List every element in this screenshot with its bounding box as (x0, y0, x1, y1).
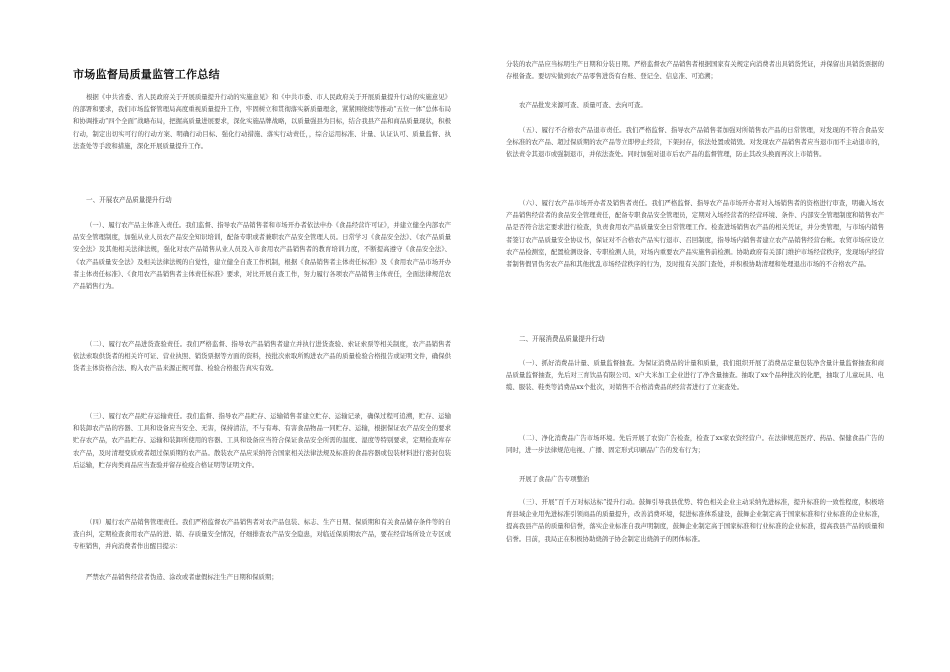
right-paragraph-4: （六）、履行农产品市场开办者及销售者责任。我们严格监督、指导农产品市场开办者对入场销售者的资格进行审查，明确入场农产品销售经营者的食品安全管理责任，配备专职食品安全管理员，定期对入场经营者的经营环境、条件、内部安全管理制度和销售农产品是否符合法定要求进行检查，负责食用农产品质量安全日常管理工作。检查进场销售农产品的相关凭证，并分类管理，与市场内销售者签订农产品质量安全协议书，保证对不合格农产品实行退市、召回制度，指导场内销售者建立农产品销售经营台帐。农贸市场应设立农产品检测室，配置检测设备、专职检测人员，对场内重要农产品实施售前检测。协助政府有关部门维护市场经营秩序，发现场内经营者制售假冒伪劣农产品和其他扰乱市场经营秩序的行为，及时报有关部门查处，并积极协助清理和处理退出市场的不合格农产品。 (506, 199, 884, 269)
right-paragraph-3: （五）、履行不合格农产品退市责任。我们严格监督、指导农产品销售者加强对所销售农产品的日常管理，对发现的不符合食品安全标准的农产品、超过保质期的农产品等立即停止经营，下架封存，依法处置或销毁。对发现农产品销售者应当退市而不主动退市的，依法责令其退市或强制退市，并依法查处。同时加强对退市后农产品的监督管理，防止其改头换面再次上市销售。 (506, 126, 884, 159)
document-title: 市场监督局质量监管工作总结 (73, 68, 220, 81)
right-paragraph-6: （二）、净化消费品广告市场环境。先后开展了农资广告检查，检查了xx家农资经营户。在法律规范医疗、药品、保健食品广告的同时，进一步法律规范电视、广播、固定形式印刷品广告的发布行为； (506, 434, 884, 455)
left-paragraph-4: （四）履行农产品销售管理责任。我们严格监督农产品销售者对农产品包装、标志、生产日期、保质期和有关食品储存条件等的自查自纠，定期检查食用农产品的进、销、存质量安全情况，仔细排查农产品安全隐患，对临近保质期农产品，要在经营场所设立专区或专柜销售，并向消费者作出醒目提示： (73, 518, 451, 551)
left-paragraph-1: （一）、履行农产品主体准入责任。我们监督、指导农产品销售者和市场开办者依法申办《食品经营许可证》，并建立健全内部农产品安全管理制度，加强从业人员农产品安全知识培训，配备专职或者兼职农产品安全管理人员。日常学习《食品安全法》、《农产品质量安全法》及其他相关法律法规，强化对农产品销售从业人员及入市食用农产品销售者的教育培训力度，不断提高遵守《食品安全法》、《农产品质量安全法》及相关法律法规的自觉性，建立健全自查工作机制，根据《食品销售者主体责任标准》及《食用农产品市场开办者主体责任标准》、《食用农产品销售者主体责任标准》要求，对比开展自查工作，努力履行各项农产品销售主体责任，全面法律规范农产品销售行为。 (73, 221, 451, 291)
section-heading-2: 二、开展消费品质量提升行动 (519, 335, 605, 343)
right-paragraph-1: 分装的农产品应当标明生产日期和分装日期。严格监督农产品销售者根据国家有关规定向消费者出具销货凭证，并保留出具销货票据的存根备查。要切实做到农产品零售进货有台账、登记全、信息准、可追溯； (506, 60, 884, 81)
right-paragraph-8: （三）、开展“百千万对标达标”提升行动。鼓舞引导我县优势、特色相关企业主动采纳先进标准，提升标准的一致性程度，积极培育县域企业用先进标准引领商品的质量提升，改善消费环境，促进标准体系建设，鼓舞企业制定高于国家标准和行业标准的企业标准，提高我县产品的质量和信誉，落实企业标准自我声明制度，鼓舞企业制定高于国家标准和行业标准的企业标准，提高我县产品的质量和信誉。目前，我局正在积极协助烧鸽子协会制定出烧鸽子的团体标准。 (506, 498, 884, 543)
left-paragraph-2: （二）、履行农产品进货查验责任。我们严格监督、指导农产品销售者建立并执行进货查验、索证索票等相关制度，农产品销售者依法索取供货者的相关许可证、营业执照、销货票据等方面的资料，按批次索取所购进农产品的质量检验合格报告或证明文件，确保供货者主体资格合法、购入农产品来源正规可靠、检验合格报告真实有效。 (73, 340, 451, 373)
right-paragraph-5: （一）、抓好消费品计量、质量监督抽查。为保证消费品的计量和质量，我们组织开展了消费品定量包装净含量计量监督抽查和商品质量监督抽查，先后对三育饮品有限公司、x户大米加工企业进行了净含量抽查。抽取了xx个品种批次的化肥，抽取了儿童玩具、电缆、服装、鞋类等消费品xx个批次，对销售不合格消费品的经营者进行了立案查处。 (506, 359, 884, 392)
right-paragraph-7: 开展了食品广告专项整治 (519, 475, 590, 483)
left-paragraph-5: 严禁农产品销售经营者伪造、涂改或者虚假标注生产日期和保质期； (86, 573, 278, 581)
intro-paragraph: 根据《中共省委、省人民政府关于开展质量提升行动的实施意见》和《中共市委、市人民政府关于开展质量提升行动的实施意见》的部署和要求，我们市场监督管理局高度重视质量提升工作，牢固树立和贯彻落实新质量理念，紧紧围绕续等推动“五位一体”总体布局和协调推动“四个全面”战略布局，把握高质量进展要求，深化实施品牌战略，以质量强县为目标，结合我县产品和商品质量现状，积极行动，制定出切实可行的行动方案、明确行动目标、强化行动措施、落实行动责任，，综合运用标准、计量、认证认可、质量监督、执法查处等手段和措施，深化开展质量提升工作。 (73, 93, 451, 150)
section-heading-1: 一、开展农产品质量提升行动 (86, 196, 172, 204)
left-paragraph-3: （三）、履行农产品贮存运输责任。我们监督、指导农产品贮存、运输销售者建立贮存、运输记录，确保过程可追溯，贮存、运输和装卸农产品的容器、工具和设备应当安全、无害，保持清洁，不与有毒、有害食品物品一同贮存、运输，根据保证农产品安全的要求贮存农产品，农产品贮存、运输和装卸所使用的容器、工具和设备应当符合保证食品安全所需的温度、湿度等特别要求，定期检查库存农产品，及时清理变质或者超过保质期的农产品。散装农产品应采纳符合国家相关法律法规及标准的食品容器或包装材料进行密封包装后运输，贮存肉类商品应当查验并留存检疫合格证明等证明文件。 (73, 412, 451, 469)
right-paragraph-2: 农产品批发来源可查、质量可查、去向可查。 (519, 101, 647, 109)
